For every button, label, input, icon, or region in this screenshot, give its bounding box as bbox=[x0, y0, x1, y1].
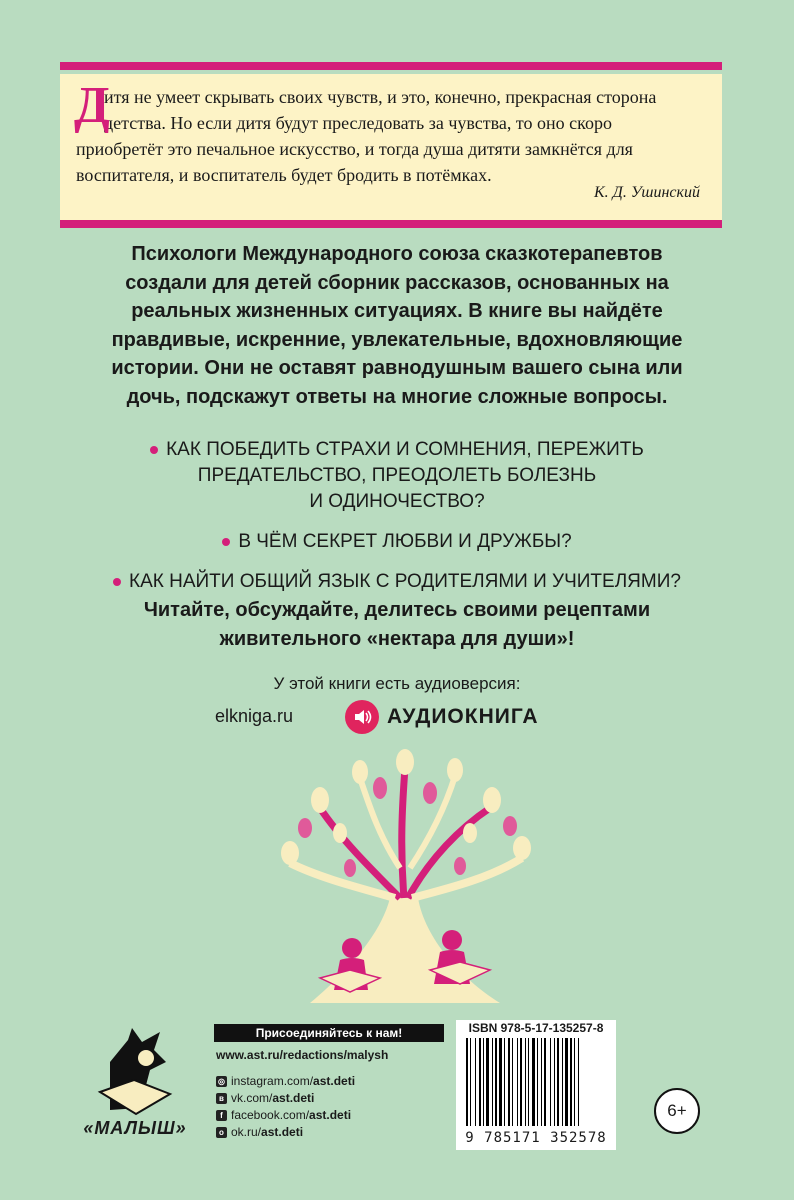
barcode-stripe bbox=[537, 1038, 538, 1126]
ean-number: 9 785171 352578 bbox=[465, 1130, 607, 1146]
barcode-stripe bbox=[554, 1038, 555, 1126]
barcode-stripe bbox=[470, 1038, 471, 1126]
call-to-action: Читайте, обсуждайте, делитесь своими рецептами живительного «нектара для души»! bbox=[143, 599, 651, 650]
barcode-stripe bbox=[520, 1038, 522, 1126]
barcode-stripe bbox=[574, 1038, 575, 1126]
barcode-stripe bbox=[528, 1038, 529, 1126]
quote-box bbox=[60, 74, 722, 220]
quote-dropcap: Д bbox=[74, 77, 110, 134]
ok-icon: o bbox=[216, 1127, 227, 1138]
reading-cat-icon bbox=[70, 1022, 200, 1118]
social-link-instagram[interactable]: ◎ instagram.com/ ast.deti bbox=[218, 1074, 356, 1088]
barcode-stripe bbox=[504, 1038, 505, 1126]
barcode-block bbox=[456, 1020, 616, 1150]
vk-icon: в bbox=[216, 1093, 227, 1104]
barcode-stripe bbox=[562, 1038, 563, 1126]
question-list bbox=[86, 437, 708, 609]
elkniga-link[interactable]: elkniga.ru bbox=[215, 706, 294, 726]
barcode-stripe bbox=[544, 1038, 546, 1126]
social-link-vk[interactable]: в vk.com/ ast.deti bbox=[216, 1091, 314, 1105]
question-item: КАК НАЙТИ ОБЩИЙ ЯЗЫК С РОДИТЕЛЯМИ И УЧИТЕЛЯМИ? bbox=[86, 569, 708, 595]
barcode-stripe bbox=[565, 1038, 568, 1126]
question-item: В ЧЁМ СЕКРЕТ ЛЮБВИ И ДРУЖБЫ? bbox=[86, 529, 708, 555]
barcode-stripe bbox=[475, 1038, 476, 1126]
bullet-dot-icon bbox=[113, 578, 121, 586]
join-us-banner: Присоединяйтесь к нам! bbox=[214, 1024, 444, 1042]
bullet-dot-icon bbox=[150, 446, 158, 454]
barcode-stripe bbox=[492, 1038, 493, 1126]
question-item: КАК ПОБЕДИТЬ СТРАХИ И СОМНЕНИЯ, ПЕРЕЖИТЬ ПРЕДАТЕЛЬСТВО, ПРЕОДОЛЕТЬ БОЛЕЗНЬ И ОДИНОЧЕСТВО? bbox=[86, 437, 708, 515]
tree-illustration bbox=[260, 748, 550, 1010]
facebook-icon: f bbox=[216, 1110, 227, 1121]
social-link-ok[interactable]: o ok.ru/ ast.deti bbox=[216, 1125, 303, 1139]
publisher-website[interactable]: www.ast.ru/redactions/malysh bbox=[216, 1048, 389, 1062]
top-pink-rule bbox=[60, 62, 722, 70]
barcode-stripe bbox=[557, 1038, 559, 1126]
barcode-stripe bbox=[517, 1038, 518, 1126]
audiobook-logo bbox=[345, 700, 539, 734]
book-description: Психологи Международного союза сказкотерапевтов создали для детей сборник рассказов, основанных на реальных жизненных ситуациях. В книге вы найдёте правдивые, искренние, увлекательные, вдохновляющие истории. Они не оставят равнодушным вашего сына или дочь, подскажут ответы на многие сложные вопросы. bbox=[111, 243, 683, 408]
barcode-stripe bbox=[486, 1038, 489, 1126]
bullet-dot-icon bbox=[222, 538, 230, 546]
barcode-stripe bbox=[532, 1038, 535, 1126]
publisher-logo-text: «МАЛЫШ» bbox=[83, 1118, 187, 1138]
bottom-pink-rule bbox=[60, 220, 722, 228]
barcode-stripe bbox=[479, 1038, 481, 1126]
barcode-stripe bbox=[499, 1038, 502, 1126]
barcode-stripe bbox=[525, 1038, 526, 1126]
barcode-stripe bbox=[508, 1038, 510, 1126]
social-link-facebook[interactable]: f facebook.com/ ast.deti bbox=[216, 1108, 351, 1122]
barcode-stripe bbox=[578, 1038, 579, 1126]
isbn-text: ISBN 978-5-17-135257-8 bbox=[468, 1021, 604, 1035]
sound-wave-icon bbox=[345, 700, 379, 734]
barcode-stripe bbox=[495, 1038, 497, 1126]
barcode-stripe bbox=[466, 1038, 468, 1126]
barcode-stripe bbox=[570, 1038, 572, 1126]
barcode-stripe bbox=[541, 1038, 542, 1126]
barcode-stripe bbox=[512, 1038, 513, 1126]
publisher-logo bbox=[70, 1022, 200, 1140]
instagram-icon: ◎ bbox=[216, 1076, 227, 1087]
audio-note: У этой книги есть аудиоверсия: bbox=[273, 674, 521, 693]
quote-text: итя не умеет скрывать своих чувств, и это, конечно, прекрасная сторона детства. Но если дитя будут преследовать за чувства, то оно скоро приобретёт это печальное искусство, и тогда душа дитяти замкнётся для воспитателя, и воспитатель будет бродить в потёмках. bbox=[76, 87, 657, 185]
audiobook-label: АУДИОКНИГА bbox=[387, 705, 539, 728]
quote-author: К. Д. Ушинский bbox=[594, 184, 700, 201]
barcode-stripe bbox=[550, 1038, 551, 1126]
barcode bbox=[466, 1038, 606, 1132]
barcode-stripe bbox=[483, 1038, 484, 1126]
age-rating-badge: 6+ bbox=[654, 1088, 700, 1134]
